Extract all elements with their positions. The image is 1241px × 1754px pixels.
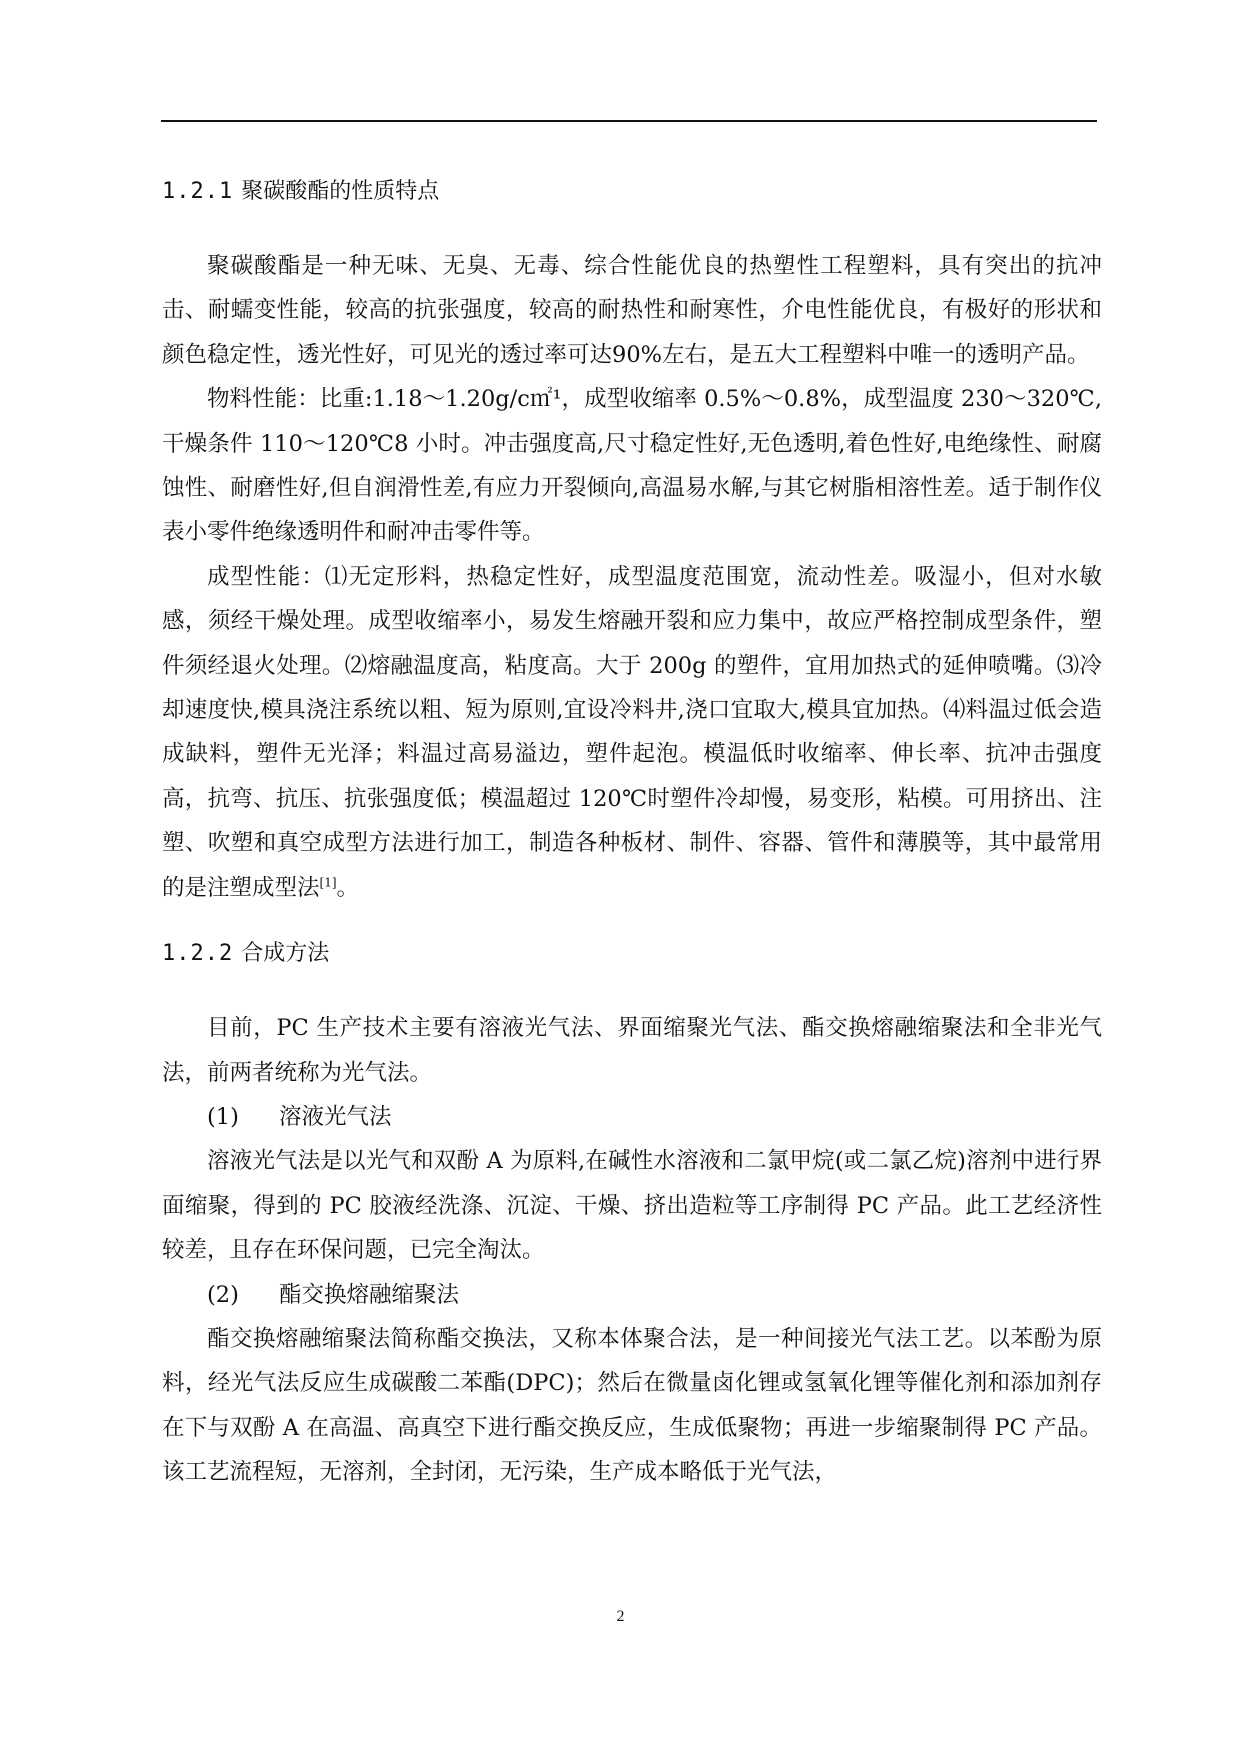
section-title: 合成方法 xyxy=(241,941,330,967)
method-heading-1 xyxy=(162,1095,1102,1139)
section-number: 1.2.1 xyxy=(162,179,234,204)
section-heading-1-2-1 xyxy=(162,170,1102,214)
paragraph-material-properties: 物料性能：比重:1.18～1.20g/c㎡¹，成型收缩率 0.5%～0.8%，成型温度 230～320℃,干燥条件 110～120℃8 小时。冲击强度高,尺寸稳定性好,无色透明,着色性好,电绝缘性、耐腐蚀性、耐磨性好,但自润滑性差,有应力开裂倾向,高温易水解,与其它树脂相溶性差。适于制作仪表小零件绝缘透明件和耐冲击零件等。 xyxy=(162,386,1102,546)
method-index: (2) xyxy=(207,1281,239,1308)
paragraph-properties: 聚碳酸酯是一种无味、无臭、无毒、综合性能优良的热塑性工程塑料，具有突出的抗冲击、耐蠕变性能，较高的抗张强度，较高的耐热性和耐寒性，介电性能优良，有极好的形状和颜色稳定性，透光性好，可见光的透过率可达90%左右，是五大工程塑料中唯一的透明产品。 xyxy=(162,253,1102,368)
paragraph-method-2: 酯交换熔融缩聚法简称酯交换法，又称本体聚合法，是一种间接光气法工艺。以苯酚为原料，经光气法反应生成碳酸二苯酯(DPC)；然后在微量卤化锂或氢氧化锂等催化剂和添加剂存在下与双酚 A 在高温、高真空下进行酯交换反应，生成低聚物；再进一步缩聚制得 PC 产品。该工艺流程短，无溶剂，全封闭，无污染，生产成本略低于光气法， xyxy=(162,1325,1102,1486)
header-rule xyxy=(161,120,1097,122)
paragraph-molding-properties xyxy=(162,555,1102,910)
method-heading-2 xyxy=(162,1273,1102,1317)
paragraph-method-1: 溶液光气法是以光气和双酚 A 为原料,在碱性水溶液和二氯甲烷(或二氯乙烷)溶剂中进行界面缩聚，得到的 PC 胶液经洗涤、沉淀、干燥、挤出造粒等工序制得 PC 产品。此工艺经济性较差，且存在环保问题，已完全淘汰。 xyxy=(162,1148,1102,1264)
method-index: (1) xyxy=(207,1103,239,1130)
method-name: 酯交换熔融缩聚法 xyxy=(279,1281,460,1308)
page-number: 2 xyxy=(616,1608,625,1625)
method-name: 溶液光气法 xyxy=(279,1103,392,1130)
paragraph-end: 。 xyxy=(336,874,360,901)
section-heading-1-2-2 xyxy=(162,932,1102,976)
citation: [1] xyxy=(319,875,337,890)
document-body xyxy=(162,170,1102,1495)
section-number: 1.2.2 xyxy=(162,941,234,967)
paragraph-synthesis-intro: 目前，PC 生产技术主要有溶液光气法、界面缩聚光气法、酯交换熔融缩聚法和全非光气法，前两者统称为光气法。 xyxy=(162,1015,1102,1086)
section-title: 聚碳酸酯的性质特点 xyxy=(241,179,440,204)
molding-properties-text: 成型性能：⑴无定形料，热稳定性好，成型温度范围宽，流动性差。吸湿小，但对水敏感，须经干燥处理。成型收缩率小，易发生熔融开裂和应力集中，故应严格控制成型条件，塑件须经退火处理。⑵熔融温度高，粘度高。大于 200g 的塑件，宜用加热式的延伸喷嘴。⑶冷却速度快,模具浇注系统以粗、短为原则,宜设冷料井,浇口宜取大,模具宜加热。⑷料温过低会造成缺料，塑件无光泽；料温过高易溢边，塑件起泡。模温低时收缩率、伸长率、抗冲击强度高，抗弯、抗压、抗张强度低；模温超过 120℃时塑件冷却慢，易变形，粘模。可用挤出、注塑、吹塑和真空成型方法进行加工，制造各种板材、制件、容器、管件和薄膜等，其中最常用的是注塑成型法 xyxy=(162,563,1102,901)
